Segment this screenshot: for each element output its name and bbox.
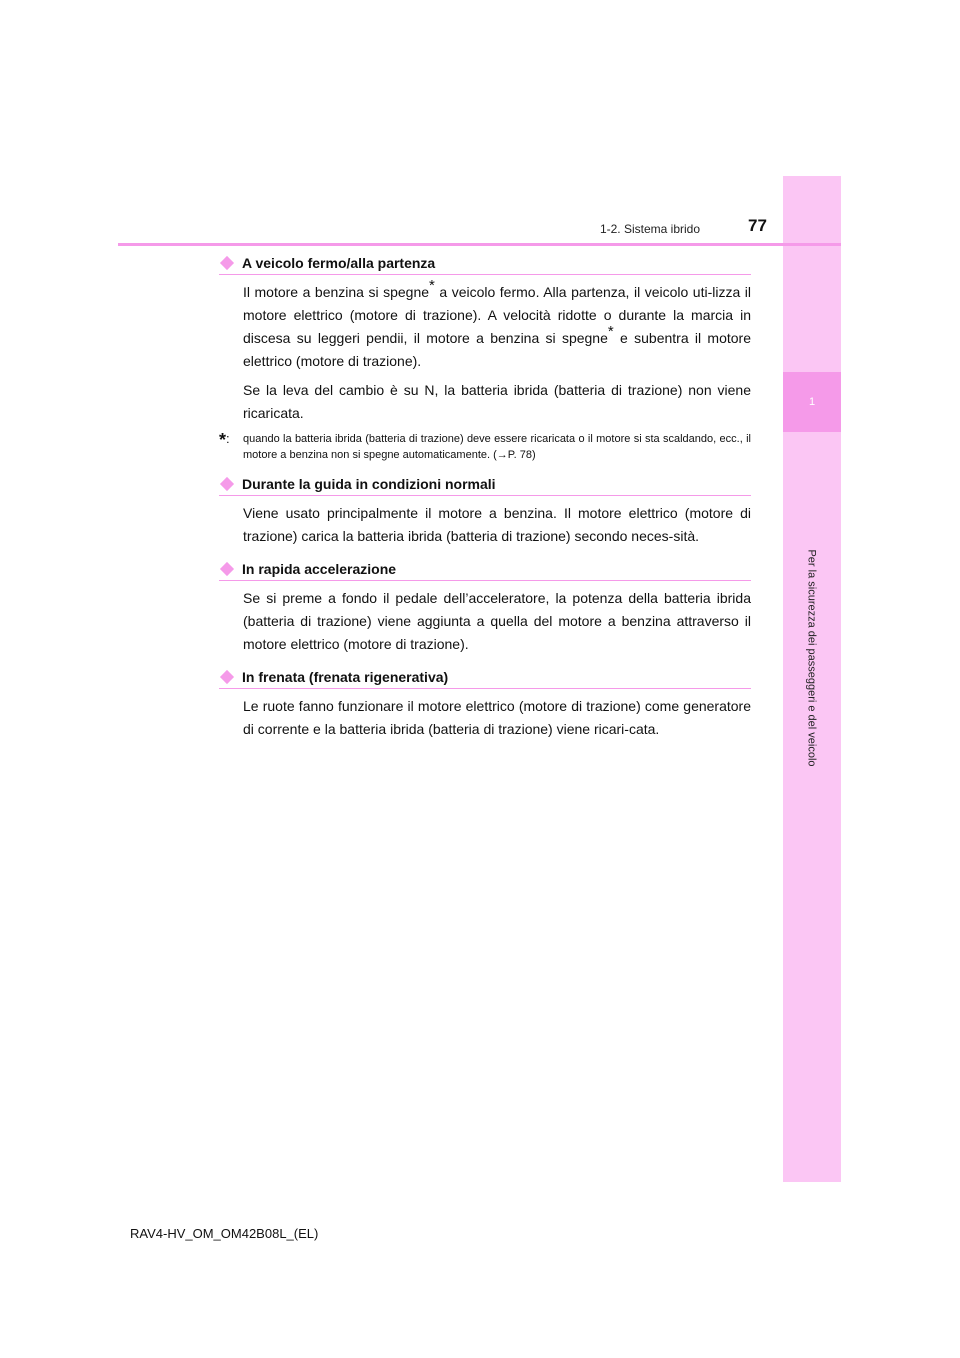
paragraph	[243, 277, 751, 373]
asterisk-mark: *	[607, 323, 614, 341]
section-regenerative-braking	[219, 666, 751, 741]
section-normal-driving	[219, 473, 751, 548]
footnote-mark	[219, 431, 243, 463]
section-stopped-start	[219, 252, 751, 463]
diamond-bullet-icon	[220, 562, 234, 576]
document-code: RAV4-HV_OM_OM42B08L_(EL)	[130, 1226, 319, 1241]
paragraph: Se si preme a fondo il pedale dell’acceleratore, la potenza della batteria ibrida (batteria di trazione) viene aggiunta a quella del motore a benzina attraverso il motore elettrico (motore di trazione).	[243, 590, 751, 652]
footnote	[219, 431, 751, 463]
footnote-asterisk: *	[219, 430, 227, 450]
heading-text: Durante la guida in condizioni normali	[242, 476, 496, 492]
section-heading	[219, 666, 751, 689]
diamond-bullet-icon	[220, 670, 234, 684]
footnote-text: quando la batteria ibrida (batteria di trazione) deve essere ricaricata o il motore si sta scaldando, ecc., il motore a benzina non si spegne automaticamente. (→P. 78)	[243, 433, 751, 461]
chapter-title-vertical	[796, 438, 828, 878]
heading-text: A veicolo fermo/alla partenza	[242, 255, 436, 271]
diamond-bullet-icon	[220, 477, 234, 491]
text-run: e subentra il motore elettrico (motore di trazione).	[243, 330, 751, 369]
chapter-number: 1	[783, 372, 841, 432]
text-run: Il motore a benzina si spegne	[243, 284, 430, 300]
paragraph: Viene usato principalmente il motore a benzina. Il motore elettrico (motore di trazione) carica la batteria ibrida (batteria di trazione) secondo neces-sità.	[243, 505, 751, 544]
heading-text: In rapida accelerazione	[242, 561, 397, 577]
section-heading	[219, 558, 751, 581]
section-heading	[219, 252, 751, 275]
section-title: 1-2. Sistema ibrido	[599, 222, 700, 236]
chapter-side-tab	[783, 176, 841, 1182]
header-rule	[118, 243, 841, 246]
chapter-title: Per la sicurezza dei passeggeri e del veicolo	[806, 549, 818, 767]
text-run: a veicolo fermo. Alla partenza, il veicolo uti-lizza il motore elettrico (motore di trazione). A velocità ridotte o durante la marcia in discesa su leggeri pendii, il motore a benzina si spegne	[243, 284, 751, 346]
asterisk-mark: *	[429, 277, 435, 295]
page-number: 77	[748, 216, 767, 235]
section-rapid-acceleration	[219, 558, 751, 656]
footnote-colon: :	[226, 431, 230, 446]
paragraph: Le ruote fanno funzionare il motore elettrico (motore di trazione) come generatore di corrente e la batteria ibrida (batteria di trazione) viene ricari-cata.	[243, 698, 751, 737]
diamond-bullet-icon	[220, 256, 234, 270]
section-heading	[219, 473, 751, 496]
page-content	[219, 252, 751, 751]
paragraph: Se la leva del cambio è su N, la batteria ibrida (batteria di trazione) non viene ricaricata.	[243, 382, 751, 421]
heading-text: In frenata (frenata rigenerativa)	[242, 669, 449, 685]
